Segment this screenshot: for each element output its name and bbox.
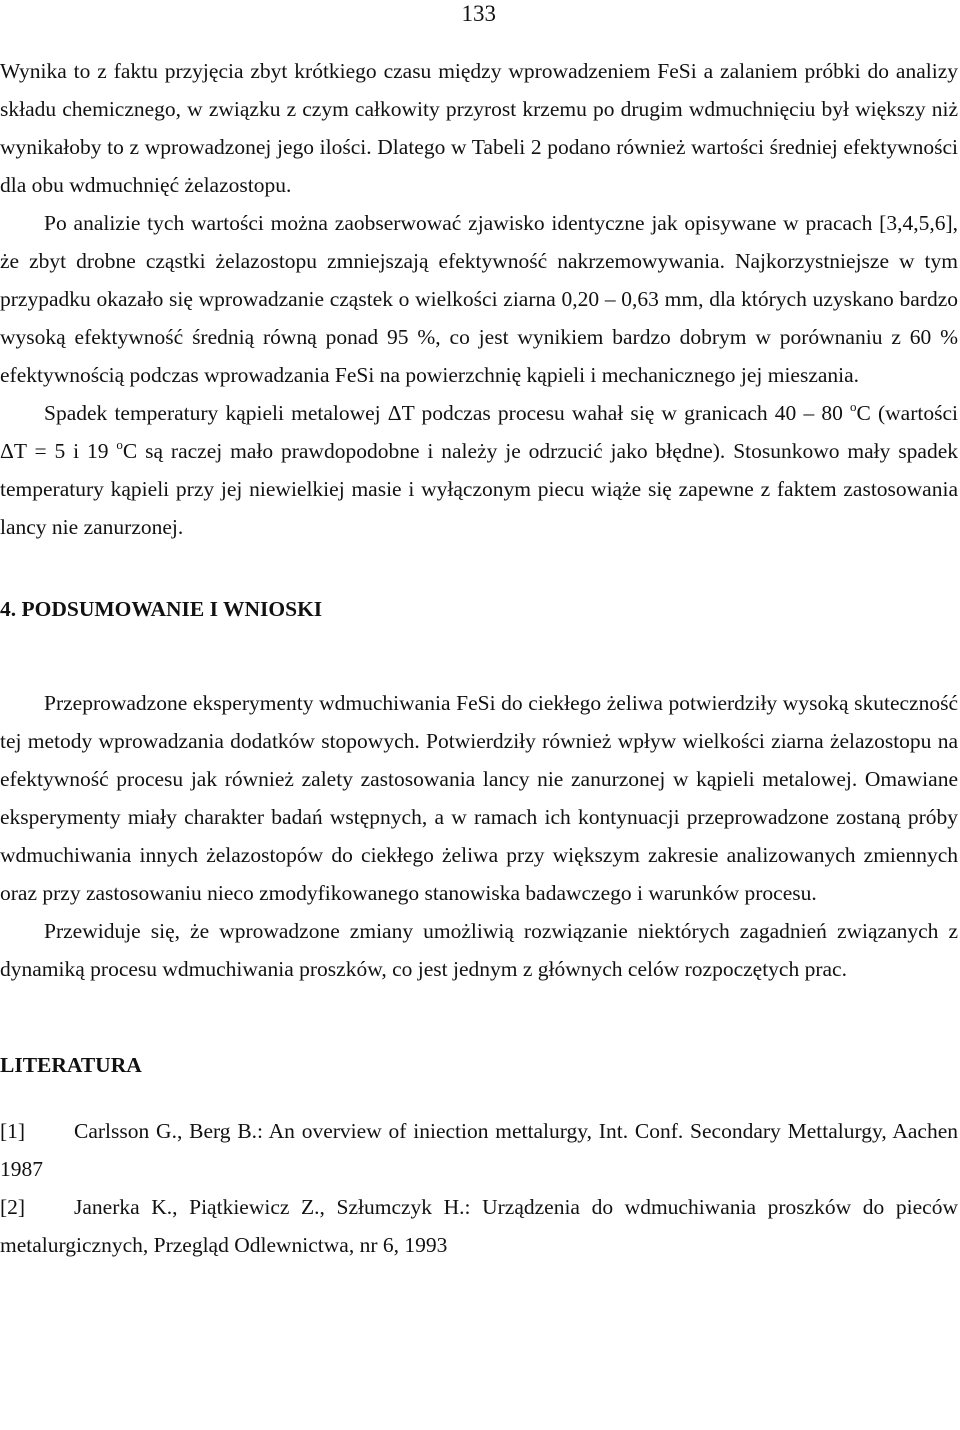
reference-number: [2] <box>0 1195 26 1219</box>
paragraph-future-work: Przewiduje się, że wprowadzone zmiany umożliwią rozwiązanie niektórych zagadnień związanych z dynamiką procesu wdmuchiwania proszków, co jest jednym z głównych celów rozpoczętych prac. <box>0 919 958 981</box>
section-heading-conclusions: 4. PODSUMOWANIE I WNIOSKI <box>0 597 323 621</box>
paragraph-efficiency-explanation: Wynika to z faktu przyjęcia zbyt krótkiego czasu między wprowadzeniem FeSi a zalaniem próbki do analizy składu chemicznego, w związku z czym całkowity przyrost krzemu po drugim wdmuchnięciu był większy niż wynikałoby to z wprowadzonej jego ilości. Dlatego w Tabeli 2 podano również wartości średniej efektywności dla obu wdmuchnięć żelazostopu. <box>0 59 958 197</box>
reference-text: Carlsson G., Berg B.: An overview of iniection mettalurgy, Int. Conf. Secondary Mettalurgy, Aachen 1987 <box>0 1119 958 1181</box>
reference-item <box>0 1112 958 1188</box>
paragraph-conclusions: Przeprowadzone eksperymenty wdmuchiwania FeSi do ciekłego żeliwa potwierdziły wysoką skuteczność tej metody wprowadzania dodatków stopowych. Potwierdziły również wpływ wielkości ziarna żelazostopu na efektywność procesu jak również zalety zastosowania lancy nie zanurzonej w kąpieli metalowej. Omawiane eksperymenty miały charakter badań wstępnych, a w ramach ich kontynuacji przeprowadzone zostaną próby wdmuchiwania innych żelazostopów do ciekłego żeliwa przy większym zakresie analizowanych zmiennych oraz przy zastosowaniu nieco zmodyfikowanego stanowiska badawczego i warunków procesu. <box>0 691 958 905</box>
temperature-text-part-b: C (wartości ΔT = 5 i 19 <box>0 401 958 463</box>
temperature-text-part-a: Spadek temperatury kąpieli metalowej ΔT podczas procesu wahał się w granicach 40 – 80 <box>44 401 850 425</box>
degree-superscript: o <box>116 437 123 452</box>
page-number: 133 <box>461 1 496 26</box>
paragraph-grain-size-analysis: Po analizie tych wartości można zaobserwować zjawisko identyczne jak opisywane w pracach [3,4,5,6], że zbyt drobne cząstki żelazostopu zmniejszają efektywność nakrzemowywania. Najkorzystniejsze w tym przypadku okazało się wprowadzanie cząstek o wielkości ziarna 0,20 – 0,63 mm, dla których uzyskano bardzo wysoką efektywność średnią równą ponad 95 %, co jest wynikiem bardzo dobrym w porównaniu z 60 % efektywnością podczas wprowadzania FeSi na powierzchnię kąpieli i mechanicznego jej mieszania. <box>0 211 958 387</box>
page-content <box>0 52 958 1264</box>
reference-number: [1] <box>0 1119 26 1143</box>
reference-item <box>0 1188 958 1264</box>
section-heading-literature: LITERATURA <box>0 1053 142 1077</box>
paragraph-temperature-drop <box>0 394 958 546</box>
temperature-text-part-c: C są raczej mało prawdopodobne i należy je odrzucić jako błędne). Stosunkowo mały spadek temperatury kąpieli przy jej niewielkiej masie i wyłączonym piecu wiąże się zapewne z faktem zastosowania lancy nie zanurzonej. <box>0 439 958 539</box>
degree-superscript: o <box>850 399 857 414</box>
reference-text: Janerka K., Piątkiewicz Z., Szłumczyk H.: Urządzenia do wdmuchiwania proszków do pieców metalurgicznych, Przegląd Odlewnictwa, nr 6, 1993 <box>0 1195 958 1257</box>
